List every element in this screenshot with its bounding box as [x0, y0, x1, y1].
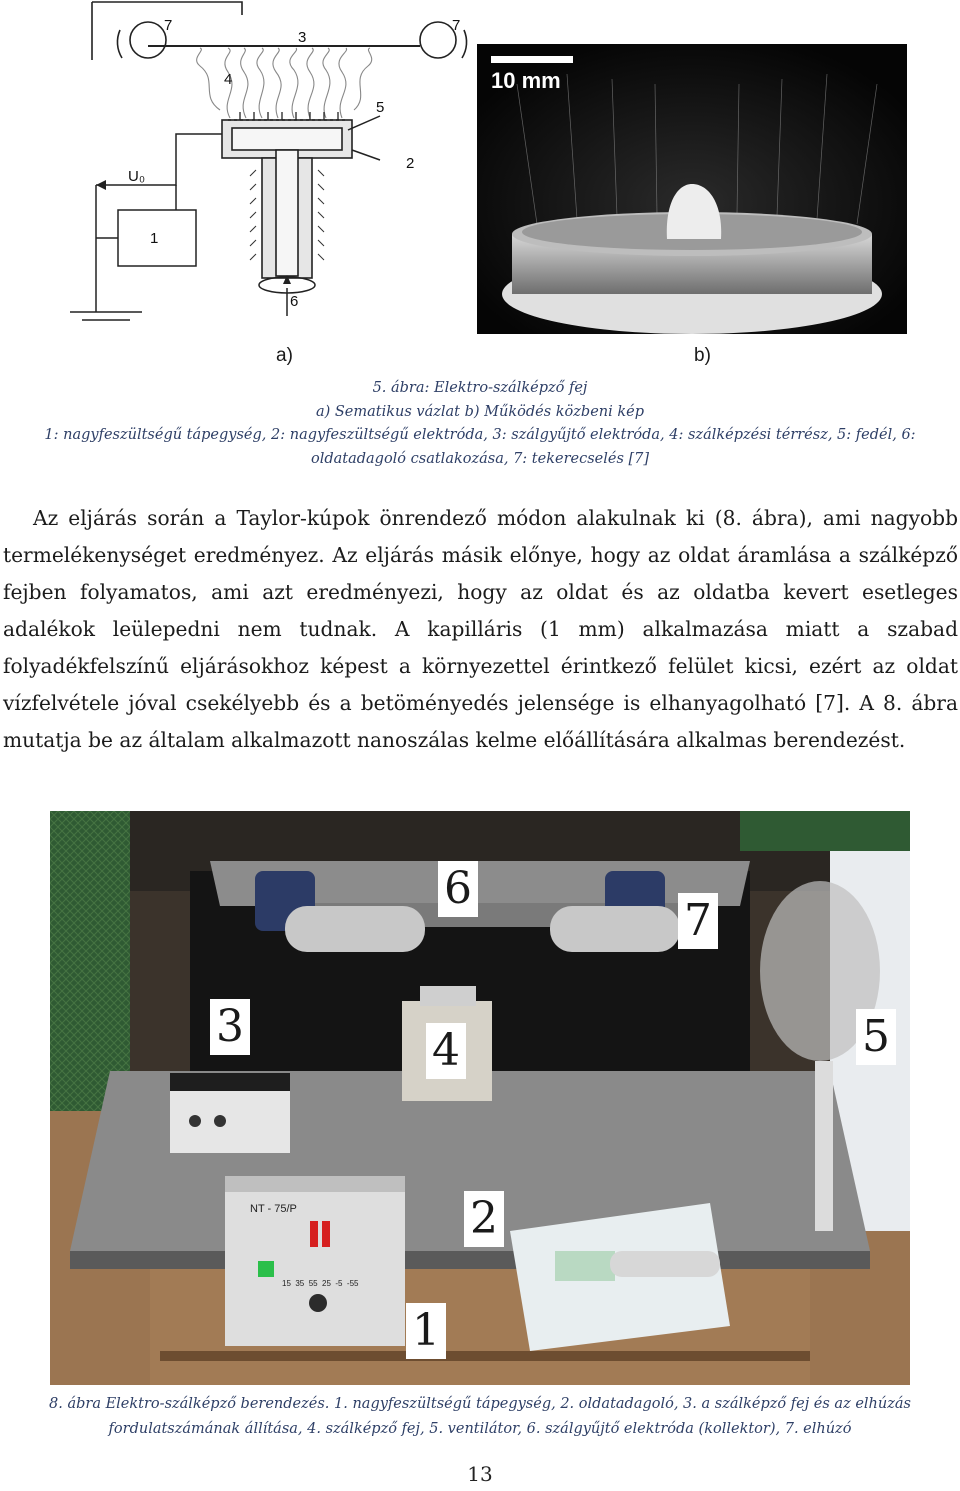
- body-paragraph: Az eljárás során a Taylor-kúpok önrendező módon alakulnak ki (8. ábra), ami nagyobb termelékenységet eredményez. Az eljárás másik előnye, hogy az oldat áramlása a szálképző fejben folyamatos, ami azt eredményezi, hogy az oldat és az oldatba kevert esetleges adalékok leülepedni nem tudnak. A kapilláris (1 mm) alkalmazása miatt a szabad folyadékfelszínű eljárásokhoz képest a környezettel érintkező felület kicsi, ezért az oldat vízfelvétele jóval csekélyebb és a betöményedés jelensége is elhanyagolható [7]. A 8. ábra mutatja be az általam alkalmazott nanoszálas kelme előállítására alkalmas berendezést.: [3, 506, 958, 752]
- schematic-label-4: 4: [224, 71, 233, 88]
- schematic-label-u0: U₀: [128, 168, 146, 185]
- figure-5-caption: [0, 377, 960, 471]
- schematic-diagram: [50, 0, 470, 340]
- figure-8-caption: [0, 1392, 960, 1442]
- schematic-label-7-left: 7: [164, 17, 173, 34]
- schematic-label-2: 2: [406, 155, 415, 172]
- schematic-label-6: 6: [290, 293, 299, 310]
- schematic-label-5: 5: [376, 99, 385, 116]
- page-number: 13: [467, 1462, 493, 1486]
- power-supply-model-label: NT - 75/P: [250, 1203, 297, 1215]
- photo-label-6: 6: [438, 861, 478, 917]
- caption-line: 1: nagyfeszültségű tápegység, 2: nagyfeszültségű elektróda, 3: szálgyűjtő elektróda, 4: szálképzési térrész, 5: fedél, 6:: [44, 427, 916, 443]
- photo-label-7: 7: [678, 893, 718, 949]
- caption-line: 8. ábra Elektro-szálképző berendezés. 1. nagyfeszültségű tápegység, 2. oldatadagoló, 3. a szálképző fej és az elhúzás: [49, 1396, 911, 1412]
- figure-5-label-b: b): [694, 345, 711, 366]
- caption-line: fordulatszámának állítása, 4. szálképző fej, 5. ventilátor, 6. szálgyűjtő elektróda (kollektor), 7. elhúzó: [108, 1421, 852, 1437]
- caption-line: oldatadagoló csatlakozása, 7: tekerecselés [7]: [310, 450, 650, 467]
- caption-line: 5. ábra: Elektro-szálképző fej: [372, 380, 588, 396]
- photo-label-4: 4: [426, 1023, 466, 1079]
- schematic-label-7-right: 7: [452, 17, 461, 34]
- figure-5-label-a: a): [276, 345, 293, 366]
- operating-head-photo: [477, 44, 907, 334]
- schematic-label-1: 1: [150, 230, 159, 247]
- body-text: [3, 500, 958, 759]
- photo-label-5: 5: [856, 1009, 896, 1065]
- scale-bar-label: 10 mm: [491, 68, 561, 93]
- schematic-label-3: 3: [298, 29, 307, 46]
- photo-label-3: 3: [210, 999, 250, 1055]
- figure-5: [50, 0, 910, 340]
- caption-line: a) Sematikus vázlat b) Működés közbeni kép: [315, 403, 645, 420]
- power-supply-knob-scale: 15 35 55 25 -5 -55: [282, 1279, 359, 1288]
- photo-label-1: 1: [406, 1303, 446, 1359]
- electrospinning-device-photo: [50, 811, 910, 1385]
- photo-label-2: 2: [464, 1191, 504, 1247]
